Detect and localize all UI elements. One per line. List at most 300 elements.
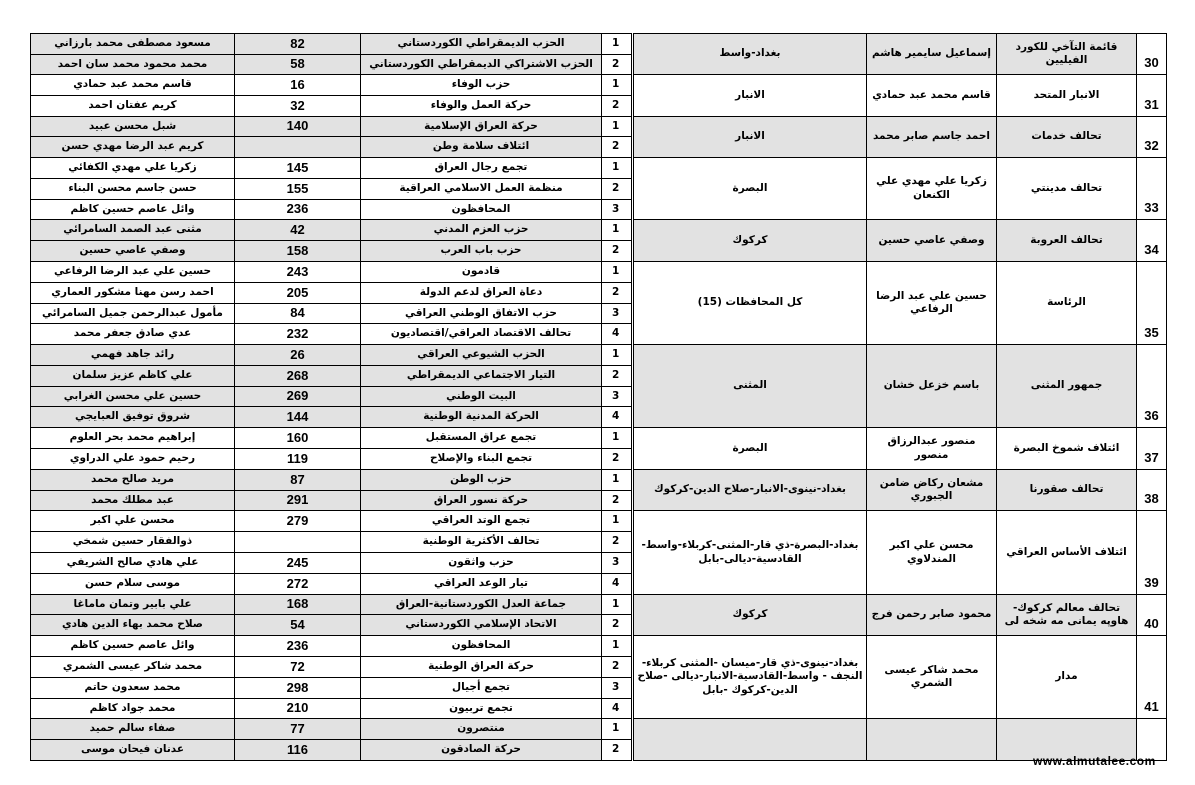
alliance-cell (996, 157, 1137, 220)
regions-cell (633, 116, 867, 158)
candidate-number-cell (234, 178, 361, 200)
candidate-name: علي كاظم عزيز سلمان (72, 369, 193, 382)
leader-name: باسم خزعل خشان (883, 379, 980, 392)
candidate-number: 145 (286, 159, 309, 175)
alliance-number-cell (1136, 635, 1167, 719)
candidate-number-cell (234, 594, 361, 615)
party-name: تجمع البناء والإصلاح (429, 452, 533, 465)
regions-text: بغداد-نينوى-ذي قار-ميسان -المثنى كربلاء-النجف - واسط-القادسية-الانبار-ديالى -صلاح الدين-كركوك -بابل (637, 657, 863, 696)
candidate-number: 210 (286, 700, 309, 716)
party-name: جماعة العدل الكوردستانية-العراق (395, 597, 567, 610)
party-seq-cell (601, 157, 632, 179)
candidate-name-cell (30, 552, 235, 574)
leader-cell (866, 261, 997, 345)
party-name-cell (360, 136, 602, 158)
candidate-name-cell (30, 219, 235, 241)
candidate-name: قاسم محمد عبد حمادي (73, 78, 192, 91)
regions-text: كركوك (732, 233, 768, 246)
candidate-name: حسين علي محسن الغرابي (63, 389, 202, 402)
alliance-number: 38 (1144, 490, 1159, 506)
party-seq: 2 (612, 182, 620, 195)
candidate-number: 116 (287, 741, 308, 757)
alliance-number: 39 (1144, 574, 1159, 590)
party-seq: 2 (612, 452, 620, 465)
alliance-name: الرئاسة (1047, 296, 1086, 309)
alliance-number-cell (1136, 74, 1167, 117)
alliance-cell (996, 74, 1137, 117)
party-seq-cell (601, 656, 632, 678)
candidate-name-cell (30, 199, 235, 220)
candidate-number-cell (234, 54, 361, 75)
candidate-name-cell (30, 323, 235, 345)
party-seq: 3 (612, 202, 620, 215)
regions-cell (633, 427, 867, 470)
party-name: حركة الصادقون (441, 743, 521, 756)
alliance-name: الانبار المتحد (1033, 88, 1100, 101)
regions-text: كل المحافظات (15) (697, 296, 803, 309)
candidate-name-cell (30, 136, 235, 158)
party-name-cell (360, 54, 602, 75)
candidate-name: محمد شاكر عيسى الشمري (62, 660, 203, 673)
alliance-number-cell (1136, 510, 1167, 595)
party-name-cell (360, 510, 602, 532)
alliance-name: تحالف صقورنا (1029, 483, 1104, 496)
regions-cell (633, 33, 867, 75)
alliance-number-cell (1136, 427, 1167, 470)
site-watermark: www.almutalee.com (1033, 754, 1156, 768)
party-seq: 1 (612, 223, 620, 236)
party-seq-cell (601, 386, 632, 407)
party-seq-cell (601, 33, 632, 55)
candidate-number-cell (234, 74, 361, 96)
candidate-number: 77 (290, 720, 305, 736)
leader-cell (866, 74, 997, 117)
alliance-number: 35 (1144, 324, 1159, 340)
party-name-cell (360, 552, 602, 574)
alliance-number-cell (1136, 157, 1167, 220)
candidate-name: رحيم حمود علي الدراوي (69, 452, 196, 465)
candidate-name-cell (30, 74, 235, 96)
candidate-number: 144 (286, 408, 309, 424)
party-name: حركة العراق الإسلامية (424, 119, 538, 132)
party-seq-cell (601, 54, 632, 75)
party-seq-cell (601, 282, 632, 304)
candidate-name: عدنان فيحان موسى (80, 743, 185, 756)
party-seq: 2 (612, 369, 620, 382)
candidate-name-cell (30, 406, 235, 428)
candidate-name-cell (30, 490, 235, 511)
candidate-name-cell (30, 573, 235, 595)
party-name: حركة نسور العراق (433, 493, 529, 506)
candidate-number: 87 (290, 471, 305, 487)
candidate-name-cell (30, 718, 235, 740)
candidate-number: 268 (286, 367, 309, 383)
candidate-number-cell (234, 614, 361, 636)
candidate-name: رائد جاهد فهمي (90, 348, 175, 361)
regions-text: كركوك (732, 608, 768, 621)
party-seq-cell (601, 74, 632, 96)
alliance-number: 34 (1144, 241, 1159, 257)
regions-cell (633, 219, 867, 262)
party-name: دعاة العراق لدعم الدولة (419, 286, 543, 299)
leader-cell (866, 510, 997, 595)
candidate-number: 232 (286, 325, 309, 341)
party-name: تيار الوعد العراقي (434, 577, 528, 590)
alliance-number-cell (1136, 261, 1167, 345)
party-name-cell (360, 95, 602, 117)
candidate-number-cell (234, 490, 361, 511)
party-seq-cell (601, 448, 632, 470)
party-name: حزب الاتفاق الوطني العراقي (405, 306, 557, 319)
alliance-cell (996, 344, 1137, 428)
regions-cell (633, 510, 867, 595)
candidate-number: 245 (286, 554, 309, 570)
party-name: تجمع الوتد العراقي (431, 514, 531, 527)
leader-cell (866, 33, 997, 75)
candidate-name-cell (30, 510, 235, 532)
party-name-cell (360, 614, 602, 636)
candidate-number: 32 (290, 97, 305, 113)
party-seq-cell (601, 406, 632, 428)
party-name-cell (360, 677, 602, 699)
candidate-name: صلاح محمد بهاء الدين هادي (62, 618, 203, 631)
party-seq-cell (601, 427, 632, 449)
party-name: تجمع تربيون (449, 701, 513, 714)
party-seq: 1 (612, 265, 620, 278)
party-seq: 2 (612, 493, 620, 506)
candidate-number-cell (234, 427, 361, 449)
candidate-number-cell (234, 635, 361, 657)
party-name-cell (360, 157, 602, 179)
party-seq-cell (601, 677, 632, 699)
candidate-number: 243 (286, 263, 309, 279)
candidate-number-cell (234, 510, 361, 532)
candidate-number-cell (234, 552, 361, 574)
candidate-number: 160 (286, 429, 309, 445)
candidate-number-cell (234, 344, 361, 366)
candidate-name: وصفي عاصي حسين (79, 244, 186, 257)
party-seq: 3 (612, 556, 620, 569)
alliance-name: تحالف مدينتي (1030, 181, 1103, 194)
candidate-name: علي هادي صالح الشريفي (66, 556, 199, 569)
party-name-cell (360, 698, 602, 719)
party-name-cell (360, 490, 602, 511)
party-seq: 2 (612, 286, 620, 299)
candidate-number: 26 (290, 346, 305, 362)
leader-name: وصفي عاصي حسين (878, 233, 985, 246)
alliance-cell (996, 635, 1137, 719)
alliance-number: 31 (1144, 96, 1159, 112)
party-seq-cell (601, 199, 632, 220)
party-name: تحالف الاقتصاد العراقي/اقتصاديون (390, 327, 572, 340)
candidate-number: 119 (287, 450, 308, 466)
candidate-name-cell (30, 614, 235, 636)
alliance-cell (996, 427, 1137, 470)
candidate-number: 158 (286, 242, 309, 258)
leader-name: زكريا علي مهدي علي الكنعان (876, 175, 987, 201)
candidate-number-cell (234, 136, 361, 158)
candidate-name-cell (30, 54, 235, 75)
alliance-number-cell (1136, 33, 1167, 75)
party-seq-cell (601, 136, 632, 158)
alliance-cell (996, 33, 1137, 75)
candidate-number: 236 (286, 201, 309, 217)
candidate-number: 269 (286, 388, 309, 404)
party-name: تجمع عراق المستقبل (425, 431, 537, 444)
candidate-name-cell (30, 739, 235, 761)
candidate-name: زكريا علي مهدي الكفائي (68, 161, 197, 174)
candidate-name: مثنى عبد الصمد السامرائي (63, 223, 202, 236)
candidate-number-cell (234, 469, 361, 491)
candidate-name-cell (30, 178, 235, 200)
alliance-cell (996, 116, 1137, 158)
party-seq-cell (601, 552, 632, 574)
party-name-cell (360, 282, 602, 304)
candidate-number: 205 (286, 284, 309, 300)
candidate-name: حسين علي عبد الرضا الرفاعي (53, 265, 212, 278)
candidate-number-cell (234, 677, 361, 699)
party-seq: 4 (612, 327, 620, 340)
party-seq-cell (601, 594, 632, 615)
party-name: حزب الوطن (450, 473, 512, 486)
party-name-cell (360, 427, 602, 449)
party-seq: 1 (612, 473, 620, 486)
regions-cell (633, 469, 867, 511)
party-seq-cell (601, 178, 632, 200)
party-seq: 1 (612, 722, 620, 735)
party-name-cell (360, 365, 602, 387)
candidate-number-cell (234, 531, 361, 553)
party-seq: 1 (612, 37, 620, 50)
candidate-number-cell (234, 739, 361, 761)
party-seq: 3 (612, 306, 620, 319)
candidate-name-cell (30, 157, 235, 179)
candidate-name-cell (30, 656, 235, 678)
party-seq: 2 (612, 535, 620, 548)
alliance-number: 32 (1144, 137, 1159, 153)
regions-cell (633, 74, 867, 117)
party-name-cell (360, 33, 602, 55)
alliance-cell (996, 510, 1137, 595)
party-seq: 2 (612, 57, 620, 70)
party-name: منتصرون (457, 722, 505, 735)
party-name-cell (360, 718, 602, 740)
party-seq: 4 (612, 701, 620, 714)
candidate-name-cell (30, 448, 235, 470)
candidate-name: وائل عاصم حسين كاظم (70, 202, 195, 215)
regions-cell (633, 635, 867, 719)
party-seq-cell (601, 531, 632, 553)
candidate-name-cell (30, 594, 235, 615)
candidate-name: عدي صادق جعفر محمد (73, 327, 192, 340)
candidate-name: محمد سعدون حاتم (84, 681, 181, 694)
leader-name: محمد شاكر عيسى الشمري (884, 663, 979, 689)
candidate-name: وائل عاصم حسين كاظم (70, 639, 195, 652)
candidate-number-cell (234, 261, 361, 283)
party-name: تجمع رجال العراق (434, 161, 528, 174)
party-seq-cell (601, 718, 632, 740)
alliance-name: قائمة التآخي للكورد الفيليين (1015, 40, 1118, 66)
party-name: البيت الوطني (446, 389, 516, 402)
regions-text: بغداد-نينوى-الانبار-صلاح الدين-كركوك (654, 483, 846, 496)
party-seq: 1 (612, 431, 620, 444)
party-name-cell (360, 240, 602, 262)
candidate-number-cell (234, 33, 361, 55)
regions-text: المثنى (733, 379, 767, 392)
party-name: حركة العمل والوفاء (430, 99, 532, 112)
party-seq-cell (601, 739, 632, 761)
alliance-number: 33 (1144, 199, 1159, 215)
candidate-name-cell (30, 240, 235, 262)
alliance-cell (996, 219, 1137, 262)
candidate-number: 168 (286, 596, 309, 612)
leader-cell (866, 718, 997, 761)
leader-name: احمد جاسم صابر محمد (872, 130, 991, 143)
party-name-cell (360, 178, 602, 200)
party-name-cell (360, 448, 602, 470)
party-seq: 1 (612, 639, 620, 652)
alliance-name: تحالف خدمات (1031, 130, 1102, 143)
party-name-cell (360, 74, 602, 96)
regions-cell (633, 157, 867, 220)
candidate-number: 72 (290, 658, 305, 674)
party-name: تجمع أجيال (452, 681, 510, 694)
candidate-name-cell (30, 469, 235, 491)
candidate-name-cell (30, 344, 235, 366)
party-name-cell (360, 219, 602, 241)
candidate-number-cell (234, 386, 361, 407)
candidate-name-cell (30, 95, 235, 117)
candidate-name-cell (30, 531, 235, 553)
party-name: الحزب الديمقراطي الكوردستاني (397, 37, 565, 50)
candidate-number-cell (234, 303, 361, 324)
alliance-name: تحالف معالم كركوك-هاوپه یمانی مه شخه لی (1004, 601, 1129, 627)
party-seq: 2 (612, 618, 620, 631)
party-name-cell (360, 635, 602, 657)
candidate-number-cell (234, 718, 361, 740)
candidate-number: 42 (290, 221, 305, 237)
candidate-number-cell (234, 240, 361, 262)
party-seq: 1 (612, 348, 620, 361)
party-seq: 2 (612, 743, 620, 756)
party-seq: 1 (612, 597, 620, 610)
party-seq-cell (601, 510, 632, 532)
alliance-number-cell (1136, 469, 1167, 511)
party-seq: 3 (612, 681, 620, 694)
candidate-number-cell (234, 219, 361, 241)
candidate-number-cell (234, 448, 361, 470)
alliance-number-cell (1136, 219, 1167, 262)
leader-cell (866, 116, 997, 158)
party-name-cell (360, 406, 602, 428)
alliance-number: 37 (1144, 449, 1159, 465)
alliance-number-cell (1136, 594, 1167, 636)
candidate-number: 291 (286, 492, 309, 508)
party-name-cell (360, 323, 602, 345)
candidate-name: صفاء سالم حميد (89, 722, 176, 735)
party-name-cell (360, 594, 602, 615)
regions-text: الانبار (735, 130, 765, 143)
party-name-cell (360, 261, 602, 283)
regions-text: البصرة (732, 181, 768, 194)
regions-text: بغداد-واسط (719, 47, 781, 60)
party-seq-cell (601, 698, 632, 719)
party-seq: 4 (612, 577, 620, 590)
candidate-name: كريم عبد الرضا مهدي حسن (61, 140, 204, 153)
leader-name: حسين علي عبد الرضا الرفاعي (876, 289, 987, 315)
leader-name: قاسم محمد عبد حمادي (872, 88, 991, 101)
candidate-number: 140 (286, 118, 309, 134)
party-seq-cell (601, 573, 632, 595)
party-name: حزب واثقون (448, 556, 514, 569)
candidate-number-cell (234, 282, 361, 304)
party-seq: 1 (612, 161, 620, 174)
candidate-name-cell (30, 261, 235, 283)
leader-name: منصور عبدالرزاق منصور (887, 435, 976, 461)
candidate-number: 82 (290, 35, 305, 51)
party-name-cell (360, 531, 602, 553)
candidate-number: 54 (290, 616, 305, 632)
party-seq-cell (601, 240, 632, 262)
candidate-name: شروق توفيق العبايجي (74, 410, 191, 423)
leader-cell (866, 219, 997, 262)
candidate-name: شبل محسن عبيد (88, 119, 177, 132)
party-seq-cell (601, 116, 632, 137)
party-name-cell (360, 303, 602, 324)
party-name-cell (360, 469, 602, 491)
candidate-name-cell (30, 677, 235, 699)
candidate-number-cell (234, 116, 361, 137)
alliance-number: 36 (1144, 407, 1159, 423)
party-seq-cell (601, 95, 632, 117)
alliance-name: تحالف العروبة (1030, 233, 1103, 246)
candidate-number-cell (234, 199, 361, 220)
leader-name: مشعان ركاض ضامن الجبوري (879, 476, 984, 502)
party-name: المحافظون (451, 639, 511, 652)
party-seq-cell (601, 344, 632, 366)
party-seq: 2 (612, 244, 620, 257)
regions-text: الانبار (735, 88, 765, 101)
candidate-number-cell (234, 656, 361, 678)
party-name: ائتلاف سلامة وطن (432, 140, 530, 153)
party-seq-cell (601, 365, 632, 387)
candidate-name: حسن جاسم محسن البناء (68, 182, 197, 195)
party-seq-cell (601, 219, 632, 241)
candidate-number: 298 (286, 679, 309, 695)
candidate-name: مأمول عبدالرحمن جميل السامرائي (42, 306, 223, 319)
party-name: منظمة العمل الاسلامي العراقية (399, 182, 563, 195)
candidate-name: عبد مطلك محمد (91, 493, 174, 506)
candidate-number-cell (234, 406, 361, 428)
party-name-cell (360, 344, 602, 366)
candidate-name-cell (30, 698, 235, 719)
alliance-cell (996, 469, 1137, 511)
candidate-number-cell (234, 573, 361, 595)
alliance-number: 30 (1144, 54, 1159, 70)
leader-cell (866, 635, 997, 719)
party-name: الحركة المدنية الوطنية (423, 410, 539, 423)
leader-cell (866, 157, 997, 220)
party-name: حزب الوفاء (451, 78, 511, 91)
party-seq: 2 (612, 660, 620, 673)
candidate-name: محمد محمود محمد سان احمد (57, 57, 208, 70)
candidate-name-cell (30, 303, 235, 324)
party-seq-cell (601, 303, 632, 324)
candidate-name: احمد رسن مهنا مشكور العماري (51, 286, 214, 299)
party-seq: 1 (612, 514, 620, 527)
candidate-name: مسعود مصطفى محمد بارزاني (54, 37, 211, 50)
party-seq-cell (601, 469, 632, 491)
